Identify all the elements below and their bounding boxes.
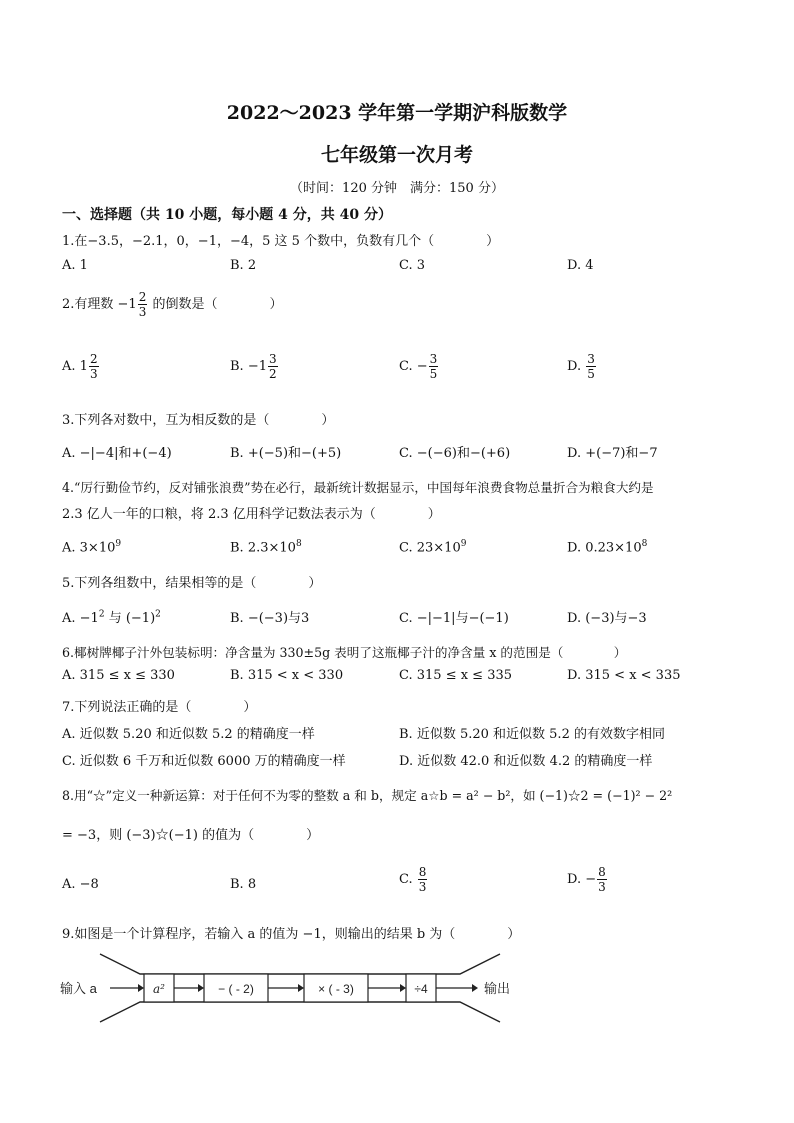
q3-option-a: A. −|−4|和+(−4) [62, 446, 172, 461]
q2-b-fraction [268, 353, 278, 380]
q2-d-label: D. [567, 359, 586, 374]
q8-option-a: A. −8 [62, 877, 99, 892]
q2-option-c [399, 353, 439, 380]
flow-box-3-text: × ( - 3) [318, 982, 354, 996]
q2-d-num: 3 [587, 352, 595, 366]
q5-option-a [62, 607, 161, 626]
q2-a-den: 3 [89, 367, 98, 381]
section-heading: 一、选择题（共 10 小题，每小题 4 分，共 40 分） [62, 207, 392, 223]
q7-option-a: A. 近似数 5.20 和近似数 5.2 的精确度一样 [62, 727, 315, 742]
q2-c-den: 5 [429, 367, 438, 381]
q4-option-d [567, 539, 647, 555]
exam-info: （时间：120 分钟 满分：150 分） [290, 181, 504, 196]
flow-arrow-1-head [138, 984, 144, 992]
question-7: 7.下列说法正确的是（ ） [62, 700, 257, 715]
question-6: 6.椰树牌椰子汁外包装标明：净含量为 330±5g 表明了这瓶椰子汁的净含量 x 的范围是（ ） [62, 645, 627, 660]
q8-d-label: D. − [567, 872, 597, 887]
question-8-line-2: = −3，则 (−3)☆(−1) 的值为（ ） [62, 828, 320, 843]
flow-box-4-text: ÷4 [414, 982, 428, 996]
q7-option-b: B. 近似数 5.20 和近似数 5.2 的有效数字相同 [399, 727, 665, 742]
q1-option-d: D. 4 [567, 258, 594, 273]
q5-a-part2: 与 (−1) [104, 611, 156, 626]
q4-a-exp: 9 [115, 539, 122, 549]
q2-option-b [230, 353, 279, 380]
q2-c-label: C. − [399, 359, 428, 374]
q2-num: 2 [138, 290, 147, 304]
q2-a-label: A. 1 [62, 359, 88, 374]
q2-fraction [138, 291, 148, 318]
q7-option-d: D. 近似数 42.0 和近似数 4.2 的精确度一样 [399, 754, 653, 769]
q8-d-num: 8 [598, 865, 606, 879]
q2-c-fraction [429, 353, 439, 380]
q4-b-exp: 8 [295, 539, 302, 549]
q8-d-den: 3 [598, 880, 606, 894]
q8-d-fraction [597, 866, 607, 893]
q2-c-num: 3 [429, 352, 438, 366]
q6-option-a: A. 315 ≤ x ≤ 330 [62, 668, 175, 683]
q3-option-d: D. +(−7)和−7 [567, 446, 658, 461]
q2-den: 3 [138, 305, 147, 319]
q5-option-b: B. −(−3)与3 [230, 611, 310, 626]
q2-d-den: 5 [587, 367, 595, 381]
q5-option-d: D. (−3)与−3 [567, 611, 647, 626]
q7-option-c: C. 近似数 6 千万和近似数 6000 万的精确度一样 [62, 754, 346, 769]
q6-option-c: C. 315 ≤ x ≤ 335 [399, 668, 513, 683]
flow-arrow-2-head [198, 984, 204, 992]
q2-option-d [567, 353, 597, 380]
flow-output-label: 输出 [484, 981, 511, 996]
flow-input-label: 输入 a [60, 981, 97, 996]
exam-title: 2022～2023 学年第一学期沪科版数学 [226, 102, 568, 124]
question-1: 1.在−3.5，−2.1，0，−1，−4，5 这 5 个数中，负数有几个（ ） [62, 234, 500, 249]
q2-b-den: 2 [268, 367, 277, 381]
q1-option-a: A. 1 [62, 258, 88, 273]
q5-a-exp2: 2 [155, 609, 161, 620]
q4-option-b [230, 539, 302, 555]
question-5: 5.下列各组数中，结果相等的是（ ） [62, 576, 322, 591]
q4-b-base: B. 2.3×10 [230, 540, 296, 556]
q8-c-label: C. [399, 872, 417, 887]
exam-subtitle: 七年级第一次月考 [320, 144, 473, 166]
q8-option-d [567, 866, 608, 893]
q1-option-b: B. 2 [230, 258, 257, 273]
q2-d-fraction [586, 353, 596, 380]
computation-flowchart [60, 950, 540, 1026]
q8-c-den: 3 [418, 880, 427, 894]
q4-option-a [62, 539, 121, 555]
q2-a-num: 2 [89, 352, 98, 366]
q2-b-label: B. −1 [230, 359, 267, 374]
q3-option-b: B. +(−5)和−(+5) [230, 446, 342, 461]
question-3: 3.下列各对数中，互为相反数的是（ ） [62, 413, 335, 428]
question-9: 9.如图是一个计算程序，若输入 a 的值为 −1，则输出的结果 b 为（ ） [62, 927, 521, 942]
q6-option-d: D. 315 < x < 335 [567, 668, 681, 683]
flow-arrow-3-head [298, 984, 304, 992]
q5-option-c: C. −|−1|与−(−1) [399, 611, 509, 626]
flow-frame-bottom [100, 1002, 500, 1022]
flow-arrow-5-head [472, 984, 478, 992]
q4-c-exp: 9 [460, 539, 467, 549]
q2-option-a [62, 353, 100, 380]
q8-option-c [399, 866, 428, 893]
question-4-line-1: 4.“厉行勤俭节约，反对铺张浪费”势在必行，最新统计数据显示，中国每年浪费食物总量折合为粮食大约是 [62, 480, 654, 495]
q5-a-exp1: 2 [98, 609, 105, 620]
flow-frame-top [100, 954, 500, 974]
q6-option-b: B. 315 < x < 330 [230, 668, 344, 683]
q2-a-fraction [89, 353, 99, 380]
q4-d-base: D. 0.23×10 [567, 540, 642, 556]
q5-a-part1: A. −1 [62, 611, 99, 626]
flow-box-1-text: a² [153, 982, 165, 996]
q1-option-c: C. 3 [399, 258, 426, 273]
q8-c-fraction [418, 866, 428, 893]
q2-pre: 2.有理数 −1 [62, 297, 137, 312]
q2-post: 的倒数是（ ） [148, 297, 283, 312]
flow-box-2-text: − ( - 2) [218, 982, 254, 996]
question-2 [62, 291, 282, 318]
flow-arrow-4-head [400, 984, 406, 992]
q4-option-c [399, 539, 466, 555]
question-4-line-2: 2.3 亿人一年的口粮，将 2.3 亿用科学记数法表示为（ ） [62, 507, 441, 522]
q8-option-b: B. 8 [230, 877, 257, 892]
q8-c-num: 8 [418, 865, 427, 879]
q4-d-exp: 8 [641, 539, 648, 549]
question-8-line-1: 8.用“☆”定义一种新运算：对于任何不为零的整数 a 和 b，规定 a☆b = a² − b²，如 (−1)☆2 = (−1)² − 2² [62, 788, 673, 803]
q4-c-base: C. 23×10 [399, 540, 461, 556]
q2-b-num: 3 [268, 352, 277, 366]
q4-a-base: A. 3×10 [62, 540, 116, 556]
q3-option-c: C. −(−6)和−(+6) [399, 446, 511, 461]
